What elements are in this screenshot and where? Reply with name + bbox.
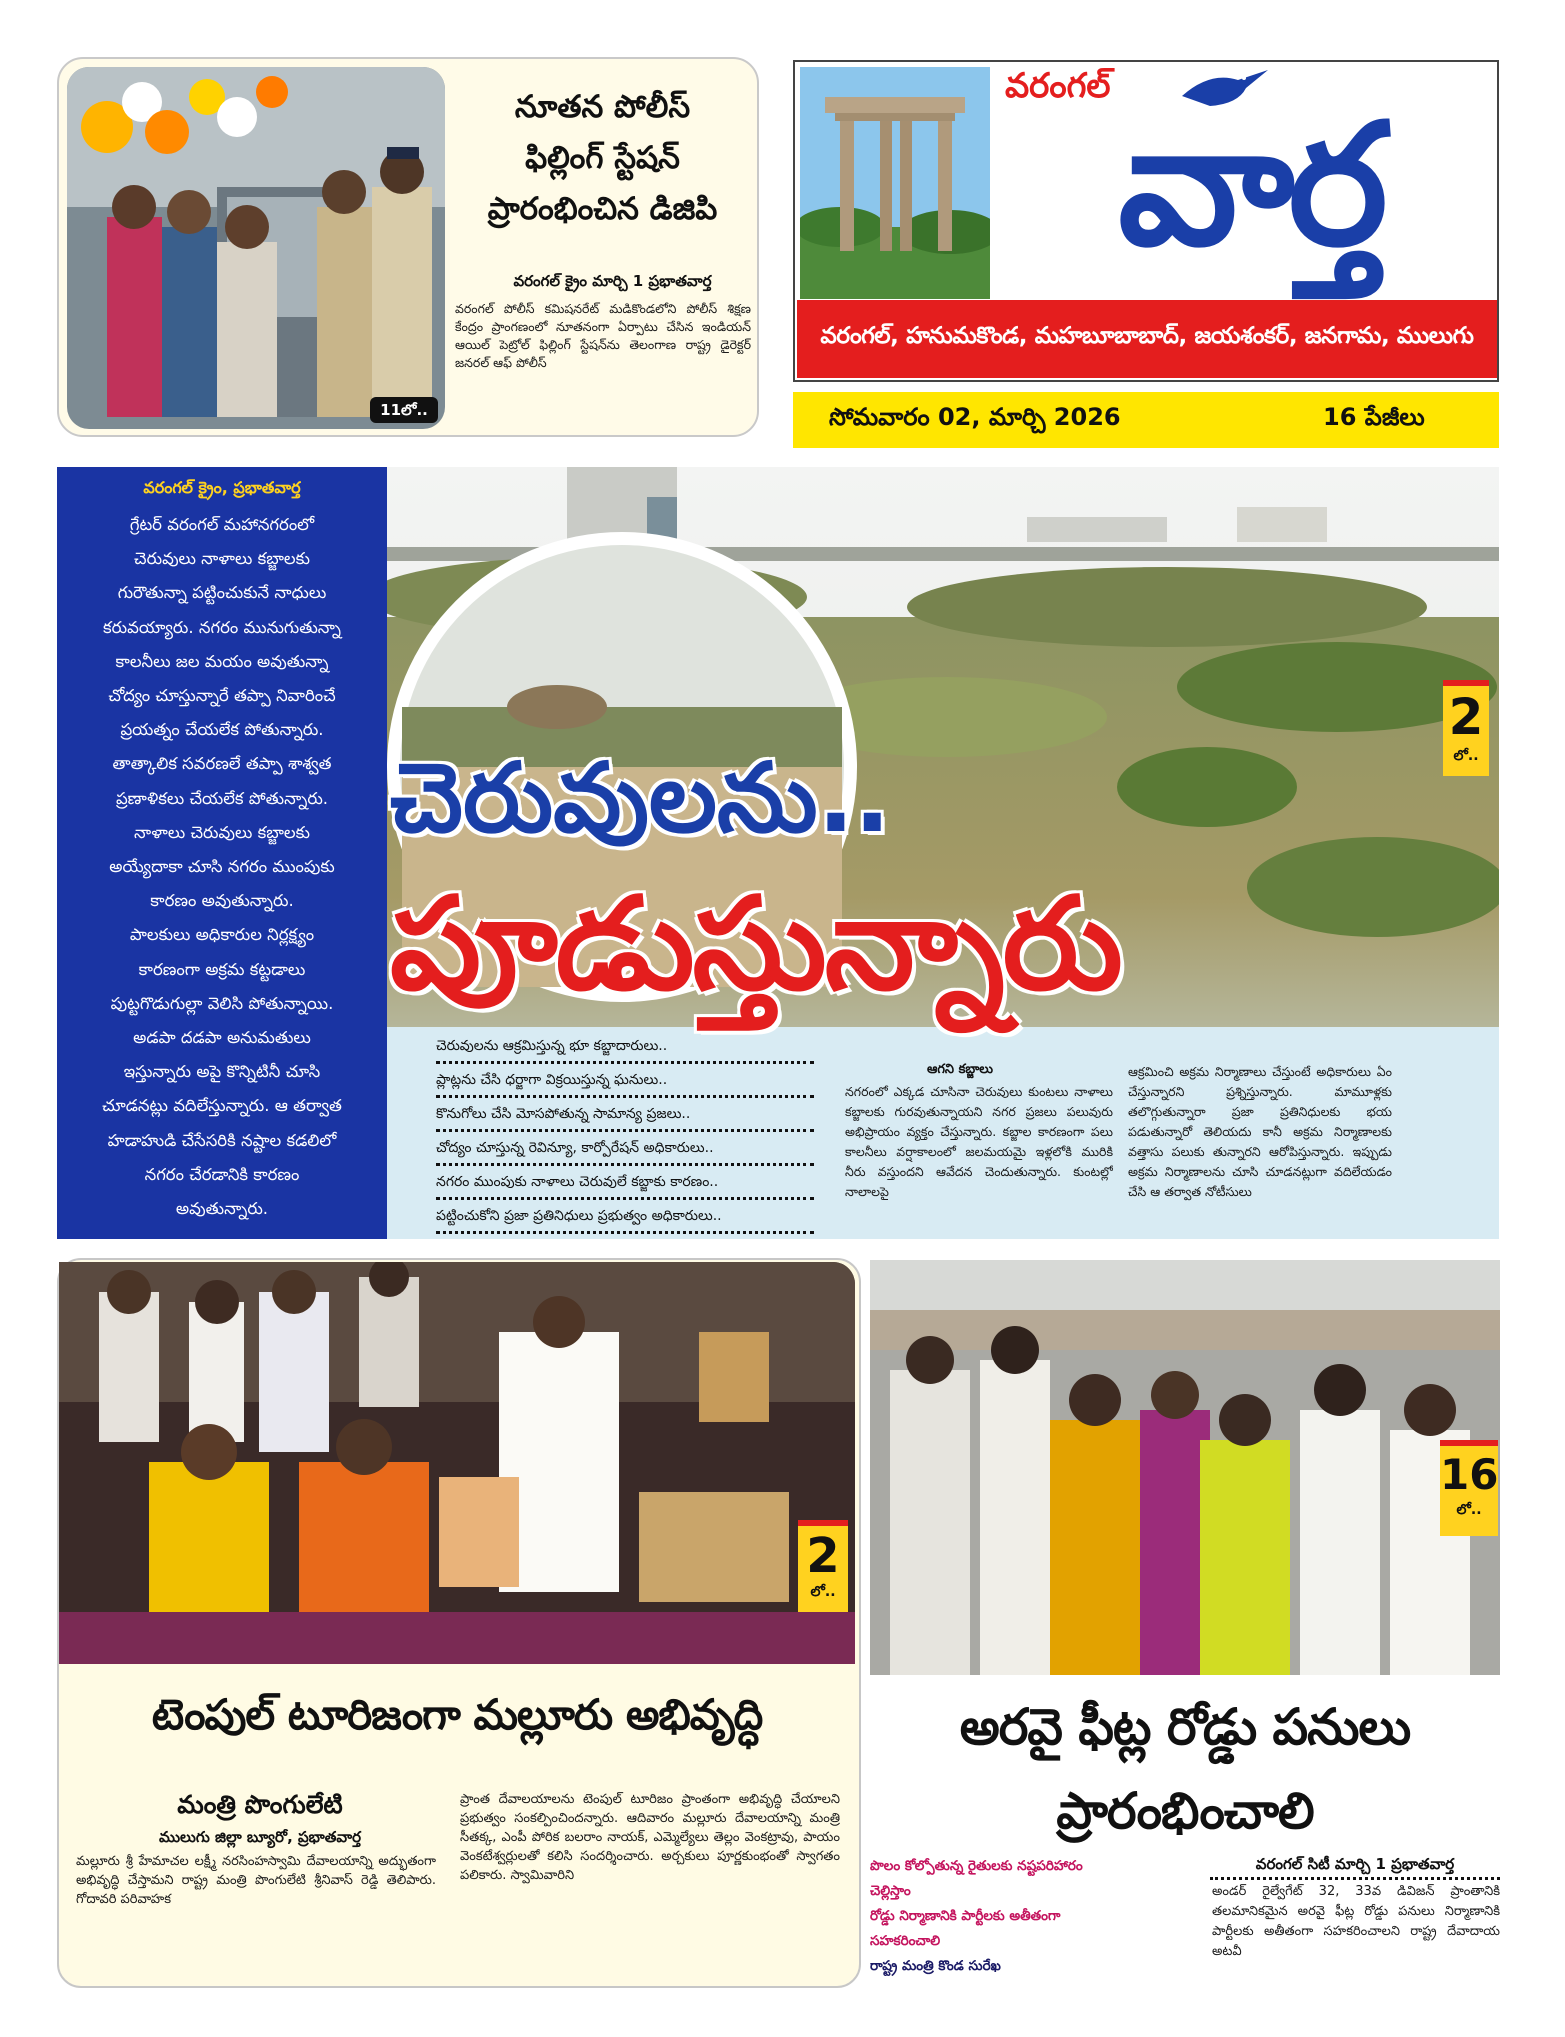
masthead-date-bar	[793, 392, 1499, 448]
masthead-brand-big: వార్త	[1118, 87, 1382, 283]
sidebar-line: అడపా దడపా అనుమతులు	[133, 1028, 311, 1048]
road-headline	[870, 1685, 1500, 1853]
road-ref-suffix: లో..	[1456, 1502, 1482, 1518]
lead-bullet: చెరువులను ఆక్రమిస్తున్న భూ కబ్జాదారులు..	[436, 1030, 814, 1064]
top-headline-line: ప్రారంభించిన డిజిపి	[487, 191, 718, 227]
sidebar-line: తాత్కాలిక సవరణలే తప్పా శాశ్వత	[112, 754, 332, 774]
top-story-dateline: వరంగల్ క్రైం మార్చి 1 ప్రభాతవార్త	[513, 272, 712, 290]
kakatiya-arch-photo	[800, 67, 990, 299]
sidebar-line: కారణంగా అక్రమ కట్టడాలు	[138, 959, 306, 979]
top-story-body: వరంగల్ పోలీస్ కమిషనరేట్ మడికొండలోని పోలీస్ శిక్షణ కేంద్రం ప్రాంగణంలో నూతనంగా ఏర్పాటు చేసిన ఇండియన్ ఆయిల్ పెట్రోల్ ఫిల్లింగ్ స్టేషన్‌ను తెలంగాణ రాష్ట్ర డైరెక్టర్ జనరల్ ఆఫ్ పోలీస్	[455, 301, 751, 370]
sidebar-line: ఇస్తున్నారు అపై కొన్నిటినీ చూసి	[123, 1062, 321, 1082]
top-story-headline	[455, 82, 750, 235]
lead-body-col1: నగరంలో ఎక్కడ చూసినా చెరువులు కుంటలు నాళాలు కబ్జాలకు గురవుతున్నాయని నగర ప్రజలు పలువురు అభిప్రాయం వ్యక్తం చేస్తున్నారు. కబ్జాల కారణంగా పలు కాలనీలు వర్షాకాలంలో జలమయమై ఇళ్లలోకి మురికి నీరు వస్తుందని ఆవేదన చెందుతున్నారు. కుంటల్లో నాలాలపై	[845, 1084, 1113, 1199]
road-ref-number: 16	[1440, 1450, 1499, 1499]
road-page-ref	[1440, 1440, 1498, 1536]
lead-bullets	[436, 1030, 814, 1234]
road-dateline: వరంగల్ సిటీ మార్చి 1 ప్రభాతవార్త	[1210, 1855, 1500, 1880]
road-works-photo	[870, 1260, 1500, 1675]
sidebar-line: కారణం అవుతున్నారు.	[150, 891, 294, 911]
masthead-date: సోమవారం 02, మార్చి 2026	[829, 403, 1121, 431]
sidebar-line: చెరువులు నాళాలు కబ్జాలకు	[134, 549, 310, 569]
road-headline-line1: అరవై ఫీట్ల రోడ్డు పనులు	[959, 1698, 1411, 1756]
sidebar-line: హడాహుడి చేసేసరికి నష్టాల కడలిలో	[107, 1130, 337, 1150]
sidebar-line: అవుతున్నారు.	[175, 1199, 269, 1219]
road-body: అండర్ రైల్వేగేట్ 32, 33వ డివిజన్ ప్రాంతానికి తలమానికమైన అరవై ఫీట్ల రోడ్డు పనులు నిర్మాణానికి పార్టీలకు అతీతంగా సహకరించాలని రాష్ట్ర దేవాదాయ అటవీ	[1212, 1884, 1500, 1959]
road-headline-line2: ప్రారంభించాలి	[1056, 1782, 1314, 1840]
lead-sidebar-text	[60, 508, 384, 1226]
lead-bullet: చోద్యం చూస్తున్న రెవిన్యూ, కార్పోరేషన్ అధికారులు..	[436, 1132, 814, 1166]
temple-headline: టెంపుల్ టూరిజంగా మల్లూరు అభివృద్ధి	[151, 1690, 763, 1739]
temple-ref-suffix: లో..	[810, 1584, 836, 1600]
sidebar-line: చూడనట్లు వదిలేస్తున్నారు. ఆ తర్వాత	[102, 1096, 342, 1116]
road-kicker: చెల్లిస్తాం	[870, 1883, 911, 1899]
road-kicker: సహకరించాలి	[870, 1933, 941, 1949]
lead-headline-line2: పూడుస్తున్నారు	[390, 870, 1121, 1019]
sidebar-line: కరువయ్యారు. నగరం మునుగుతున్నా	[102, 617, 341, 637]
lead-bullet: కొనుగోలు చేసి మోసపోతున్న సామాన్య ప్రజలు..	[436, 1098, 814, 1132]
dgp-inauguration-photo	[67, 67, 445, 429]
lead-subhead: ఆగని కబ్జాలు	[926, 1062, 994, 1077]
temple-dateline: ములుగు జిల్లా బ్యూరో, ప్రభాతవార్త	[158, 1828, 362, 1846]
lead-bullet: పట్టించుకోని ప్రజా ప్రతినిధులు ప్రభుత్వం అధికారులు..	[436, 1200, 814, 1234]
sidebar-line: చోద్యం చూస్తున్నారే తప్పా నివారించే	[108, 686, 336, 706]
masthead-districts-bar	[797, 300, 1497, 378]
lead-bullet: నగరం ముంపుకు నాళాలు చెరువులే కబ్జాకు కారణం..	[436, 1166, 814, 1200]
sidebar-line: కాలనీలు జల మయం అవుతున్నా	[115, 651, 329, 671]
lead-ref-number: 2	[1448, 688, 1484, 746]
temple-visit-photo	[59, 1262, 855, 1664]
sidebar-line: నాళాలు చెరువులు కబ్జాలకు	[134, 822, 310, 842]
road-kickers	[870, 1854, 1200, 1979]
lead-sidebar-dateline: వరంగల్ క్రైం, ప్రభాతవార్త	[143, 478, 301, 497]
lead-headline-line1: చెరువులను..	[390, 742, 891, 854]
sidebar-line: పాలకులు అధికారుల నిర్లక్ష్యం	[129, 925, 315, 945]
temple-page-ref	[798, 1520, 848, 1612]
road-kicker: రాష్ట్ర మంత్రి కొండ సురేఖ	[870, 1958, 1001, 1974]
sidebar-line: నగరం చేరడానికి కారణం	[144, 1164, 300, 1184]
sidebar-line: ప్రణాళికలు చేయలేక పోతున్నారు.	[115, 788, 329, 808]
sidebar-line: అయ్యేదాకా చూసి నగరం ముంపుకు	[109, 857, 335, 877]
temple-body-col2: ప్రాంత దేవాలయాలను టెంపుల్ టూరిజం ప్రాంతంగా అభివృద్ధి చేయాలని ప్రభుత్వం సంకల్పించిందన్నారు. ఆదివారం మల్లూరు దేవాలయాన్ని మంత్రి సీతక్క, ఎంపీ పోరిక బలరాం నాయక్, ఎమ్మెల్యేలు తెల్లం వెంకట్రావు, పాయం వెంకటేశ్వర్లులతో కలిసి సందర్శించారు. అర్చకులు పూర్ణకుంభంతో స్వాగతం పలికారు. స్వామివారిని	[460, 1792, 840, 1883]
sidebar-line: గ్రేటర్ వరంగల్ మహానగరంలో	[129, 515, 315, 534]
lead-body-col2: ఆక్రమించి అక్రమ నిర్మాణాలు చేస్తుంటే అధికారులు ఏం చేస్తున్నారని ప్రశ్నిస్తున్నారు. మామూళ్లకు తలొగ్గుతున్నారా ప్రజా ప్రతినిధులకు భయ పడుతున్నారో తెలియదు కానీ అక్రమ నిర్మాణాలకు వత్తాసు పలుకు తున్నారని ఆరోపిస్తున్నారు. ఇప్పుడు అక్రమ నిర్మాణాలను చూసి చూడనట్లుగా వదిలేయడం చేసి ఆ తర్వాత నోటీసులు	[1128, 1064, 1392, 1199]
temple-body-col1: మల్లూరు శ్రీ హేమాచల లక్ష్మీ నరసింహస్వామి దేవాలయాన్ని అద్భుతంగా అభివృద్ధి చేస్తామని రాష్ట్ర మంత్రి పొంగులేటి శ్రీనివాస్ రెడ్డి తెలిపారు. గోదావరి పరివాహక	[76, 1854, 436, 1907]
lead-bullet: ప్లాట్లను చేసి ధర్జాగా విక్రయిస్తున్న ఘనులు..	[436, 1064, 814, 1098]
road-kicker: రోడ్డు నిర్మాణానికి పార్టీలకు అతీతంగా	[870, 1908, 1061, 1924]
masthead-brand-small: వరంగల్	[1005, 66, 1111, 106]
lead-ref-suffix: లో..	[1453, 748, 1479, 764]
masthead-districts: వరంగల్, హనుమకొండ, మహబూబాబాద్, జయశంకర్, జనగామ, ములుగు	[820, 323, 1474, 349]
sidebar-line: ప్రయత్నం చేయలేక పోతున్నారు.	[120, 720, 324, 740]
top-headline-line: నూతన పోలీస్	[514, 89, 691, 125]
temple-byline: మంత్రి పొంగులేటి	[177, 1790, 343, 1819]
masthead-pages: 16 పేజీలు	[1323, 403, 1425, 431]
sidebar-line: గురౌతున్నా పట్టించుకునే నాధులు	[117, 583, 327, 603]
sidebar-line: పుట్టగొడుగుల్లా వెలిసి పోతున్నాయి.	[110, 993, 334, 1013]
lead-page-ref	[1443, 680, 1489, 776]
top-headline-line: ఫిల్లింగ్ స్టేషన్	[525, 140, 680, 176]
temple-ref-number: 2	[806, 1528, 840, 1584]
road-kicker: పొలం కోల్పోతున్న రైతులకు నష్టపరిహారం	[870, 1858, 1083, 1874]
top-story-ref-text: 11లో..	[380, 401, 428, 419]
top-story-ref	[370, 397, 438, 423]
